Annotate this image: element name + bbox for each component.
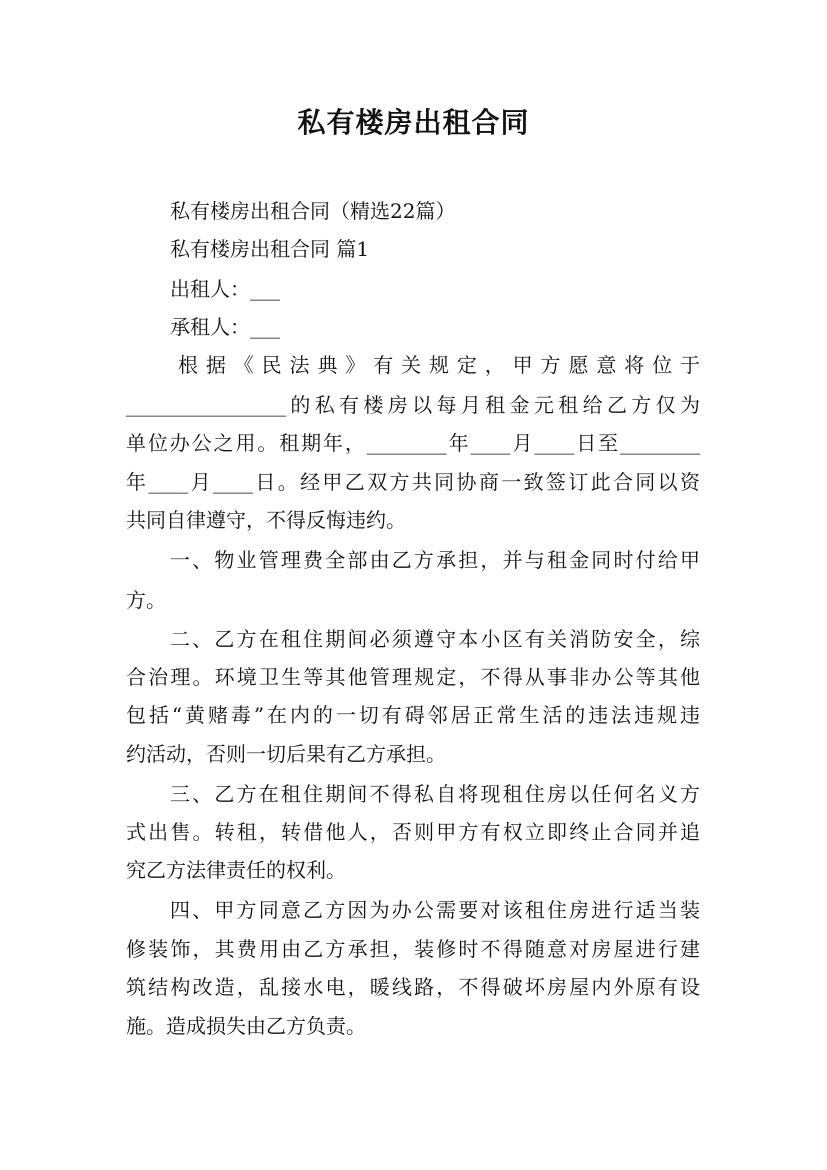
subtitle-line: 私有楼房出租合同（精选22篇） — [170, 199, 456, 223]
clause-1-line: 一、物业管理费全部由乙方承担，并与租金同时付给甲 — [170, 548, 700, 572]
clause-1-line: 方。 — [126, 588, 166, 612]
clause-3-line: 究乙方法律责任的权利。 — [126, 858, 346, 882]
clause-4-line: 施。造成损失由乙方负责。 — [126, 1014, 366, 1038]
clause-2-line: 二、乙方在租住期间必须遵守本小区有关消防安全，综 — [170, 627, 700, 651]
clause-4-line: 修装饰，其费用由乙方承担，装修时不得随意对房屋进行建 — [126, 937, 700, 961]
clause-2-line: 约活动，否则一切后果有乙方承担。 — [126, 742, 446, 766]
document-title: 私有楼房出租合同 — [297, 106, 530, 139]
clause-2-line: 合治理。环境卫生等其他管理规定，不得从事非办公等其他 — [126, 665, 700, 689]
clause-4-line: 四、甲方同意乙方因为办公需要对该租住房进行适当装 — [170, 898, 700, 922]
paragraph-line: 单位办公之用。租期年，________年____月____日至________ — [126, 431, 700, 455]
lessee-field: 承租人：___ — [170, 315, 280, 339]
lessor-field: 出租人：___ — [170, 277, 280, 301]
paragraph-line: 根据《民法典》有关规定，甲方愿意将位于 — [178, 353, 700, 377]
clause-3-line: 三、乙方在租住期间不得私自将现租住房以任何名义方 — [170, 782, 700, 806]
paragraph-line: ________________的私有楼房以每月租金元租给乙方仅为 — [126, 393, 700, 417]
clause-2-line: 包括“黄赌毒”在内的一切有碍邻居正常生活的违法违规违 — [126, 703, 700, 727]
section-heading: 私有楼房出租合同 篇1 — [170, 237, 370, 261]
paragraph-line: 共同自律遵守，不得反悔违约。 — [126, 508, 406, 532]
clause-4-line: 筑结构改造，乱接水电，暖线路，不得破坏房屋内外原有设 — [126, 975, 700, 999]
paragraph-line: 年____月____日。经甲乙双方共同协商一致签订此合同以资 — [126, 470, 700, 494]
clause-3-line: 式出售。转租，转借他人，否则甲方有权立即终止合同并追 — [126, 820, 700, 844]
